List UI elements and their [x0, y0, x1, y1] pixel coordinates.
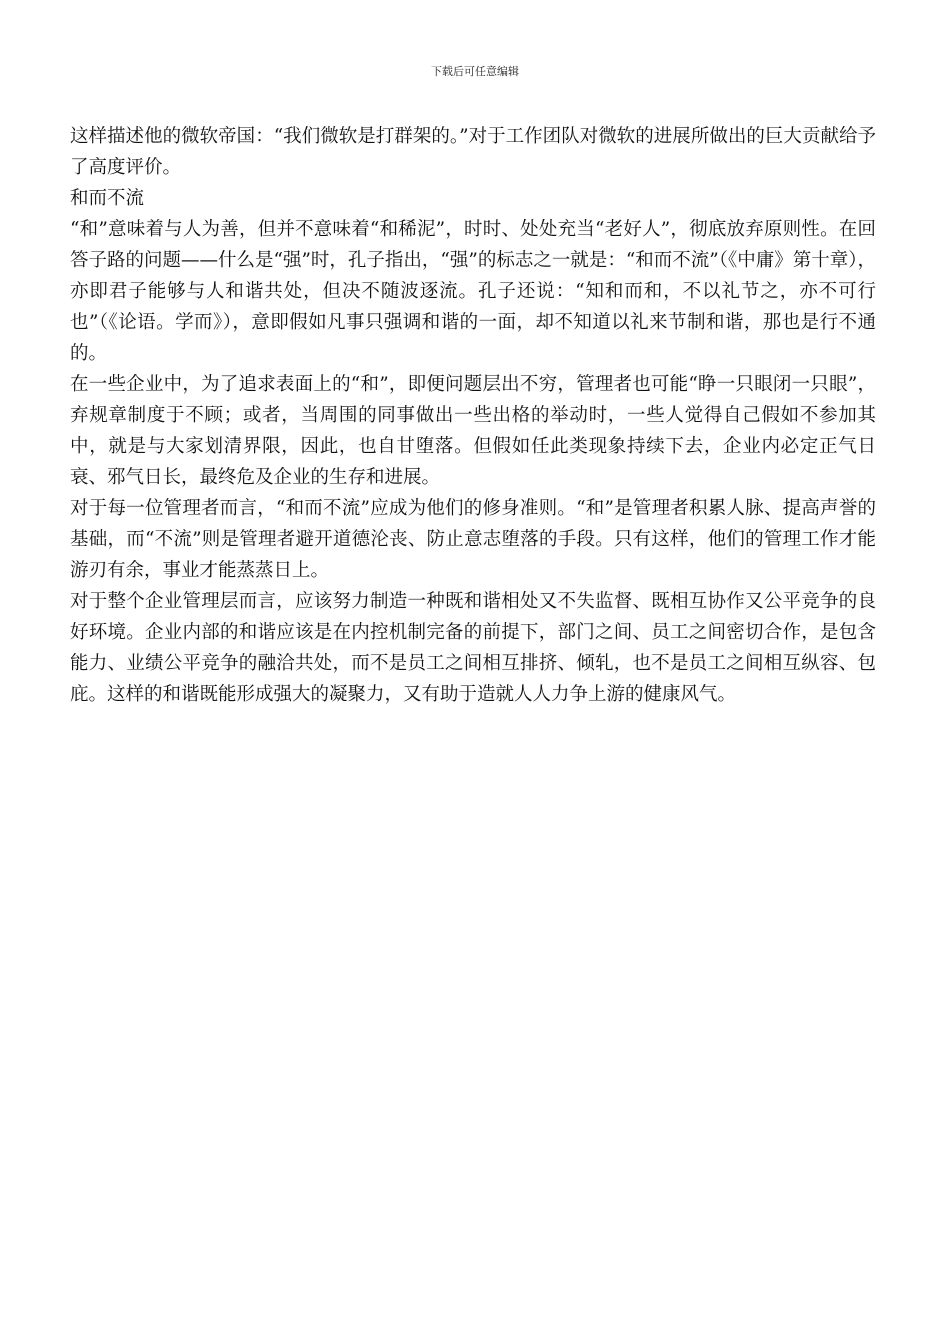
paragraph-management-environment: 对于整个企业管理层而言，应该努力制造一种既和谐相处又不失监督、既相互协作又公平竞争的良好环境。企业内部的和谐应该是在内控机制完备的前提下，部门之间、员工之间密切合作，是包含能力、业绩公平竞争的融洽共处，而不是员工之间相互排挤、倾轧，也不是员工之间相互纵容、包庇。这样的和谐既能形成强大的凝聚力，又有助于造就人人力争上游的健康风气。 [70, 591, 876, 705]
paragraph-he-meaning: “和”意味着与人为善，但并不意味着“和稀泥”，时时、处处充当“老好人”，彻底放弃原则性。在回答子路的问题——什么是“强”时，孔子指出，“强”的标志之一就是：“和而不流”（《中庸》第十章），亦即君子能够与人和谐共处，但决不随波逐流。孔子还说：“知和而和，不以礼节之，亦不可行也”（《论语。学而》），意即假如凡事只强调和谐的一面，却不知道以礼来节制和谐，那也是行不通的。 [70, 219, 877, 364]
document-body [70, 121, 876, 710]
page-header: 下载后可任意编辑 [431, 65, 519, 78]
section-heading: 和而不流 [70, 188, 145, 209]
paragraph-enterprise-problem: 在一些企业中，为了追求表面上的“和”，即便问题层出不穷，管理者也可能“睁一只眼闭一只眼”，弃规章制度于不顾；或者，当周围的同事做出一些出格的举动时，一些人觉得自己假如不参加其中，就是与大家划清界限，因此，也自甘堕落。但假如任此类现象持续下去，企业内必定正气日衰、邪气日长，最终危及企业的生存和进展。 [70, 374, 876, 488]
paragraph-manager-principle: 对于每一位管理者而言，“和而不流”应成为他们的修身准则。“和”是管理者积累人脉、提高声誉的基础，而“不流”则是管理者避开道德沦丧、防止意志堕落的手段。只有这样，他们的管理工作才能游刃有余，事业才能蒸蒸日上。 [70, 498, 876, 581]
paragraph-intro: 这样描述他的微软帝国：“我们微软是打群架的。”对于工作团队对微软的进展所做出的巨大贡献给予了高度评价。 [70, 126, 876, 178]
